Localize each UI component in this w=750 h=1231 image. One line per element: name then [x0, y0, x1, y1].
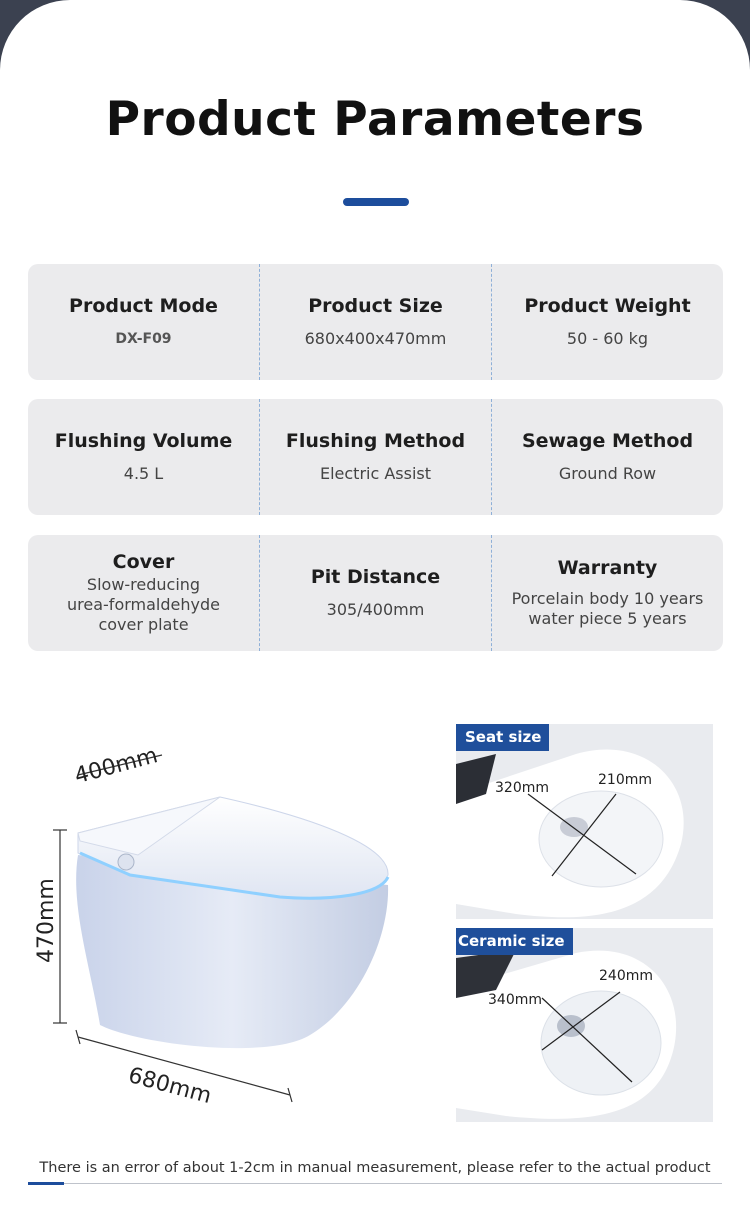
- spec-value: 4.5 L: [123, 464, 164, 483]
- length-dimension-label: 680mm: [125, 1063, 214, 1110]
- spec-value: 50 - 60 kg: [566, 329, 649, 348]
- seat-size-photo: [456, 724, 713, 919]
- spec-row-3: [28, 535, 723, 651]
- seat-width-label: 210mm: [598, 772, 652, 788]
- spec-value: DX-F09: [115, 331, 172, 347]
- ceramic-image: [456, 928, 713, 1122]
- spec-label: Warranty: [557, 557, 658, 579]
- spec-row-1: [28, 264, 723, 380]
- spec-value-line: Porcelain body 10 years: [511, 589, 704, 608]
- footnote-divider: [28, 1183, 722, 1184]
- spec-label: Flushing Method: [285, 430, 466, 452]
- spec-label: Product Mode: [69, 295, 218, 317]
- spec-row-2: [28, 399, 723, 515]
- spec-cell-product-size: [259, 264, 491, 380]
- spec-value: 680x400x470mm: [304, 329, 447, 348]
- page-title: Product Parameters: [105, 92, 645, 147]
- spec-cell-product-weight: [491, 264, 723, 380]
- spec-value: Electric Assist: [319, 464, 432, 483]
- height-dimension-label: 470mm: [34, 878, 59, 963]
- ceramic-size-photo: [456, 928, 713, 1122]
- spec-value-line: urea-formaldehyde: [67, 595, 220, 614]
- ceramic-length-label: 340mm: [488, 992, 542, 1008]
- spec-label: Product Weight: [524, 295, 691, 317]
- spec-label: Cover: [112, 551, 175, 573]
- seat-length-label: 320mm: [495, 780, 549, 796]
- spec-cell-sewage-method: [491, 399, 723, 515]
- spec-cell-product-mode: [28, 264, 259, 380]
- spec-cell-pit-distance: [259, 535, 491, 651]
- spec-cell-cover: [28, 535, 259, 651]
- spec-label: Product Size: [308, 295, 443, 317]
- spec-label: Flushing Volume: [54, 430, 233, 452]
- spec-cell-flushing-method: [259, 399, 491, 515]
- spec-value-line: Slow-reducing: [86, 575, 201, 594]
- ceramic-width-label: 240mm: [599, 968, 653, 984]
- ceramic-size-tag: Ceramic size: [456, 928, 573, 955]
- title-underline: [343, 198, 409, 206]
- product-dimension-illustration: [20, 725, 430, 1125]
- spec-value: Ground Row: [558, 464, 657, 483]
- seat-image: [456, 724, 713, 919]
- seat-size-tag: Seat size: [456, 724, 549, 751]
- footnote-accent-bar: [28, 1182, 64, 1185]
- spec-cell-warranty: [491, 535, 723, 651]
- spec-cell-flushing-volume: [28, 399, 259, 515]
- measurement-footnote: There is an error of about 1-2cm in manual measurement, please refer to the actual product: [39, 1160, 711, 1176]
- spec-value-line: cover plate: [98, 615, 189, 634]
- spec-value: 305/400mm: [326, 600, 425, 619]
- spec-label: Sewage Method: [521, 430, 694, 452]
- spec-value-line: water piece 5 years: [528, 609, 687, 628]
- depth-dimension-label: 400mm: [72, 743, 161, 790]
- spec-label: Pit Distance: [310, 566, 441, 588]
